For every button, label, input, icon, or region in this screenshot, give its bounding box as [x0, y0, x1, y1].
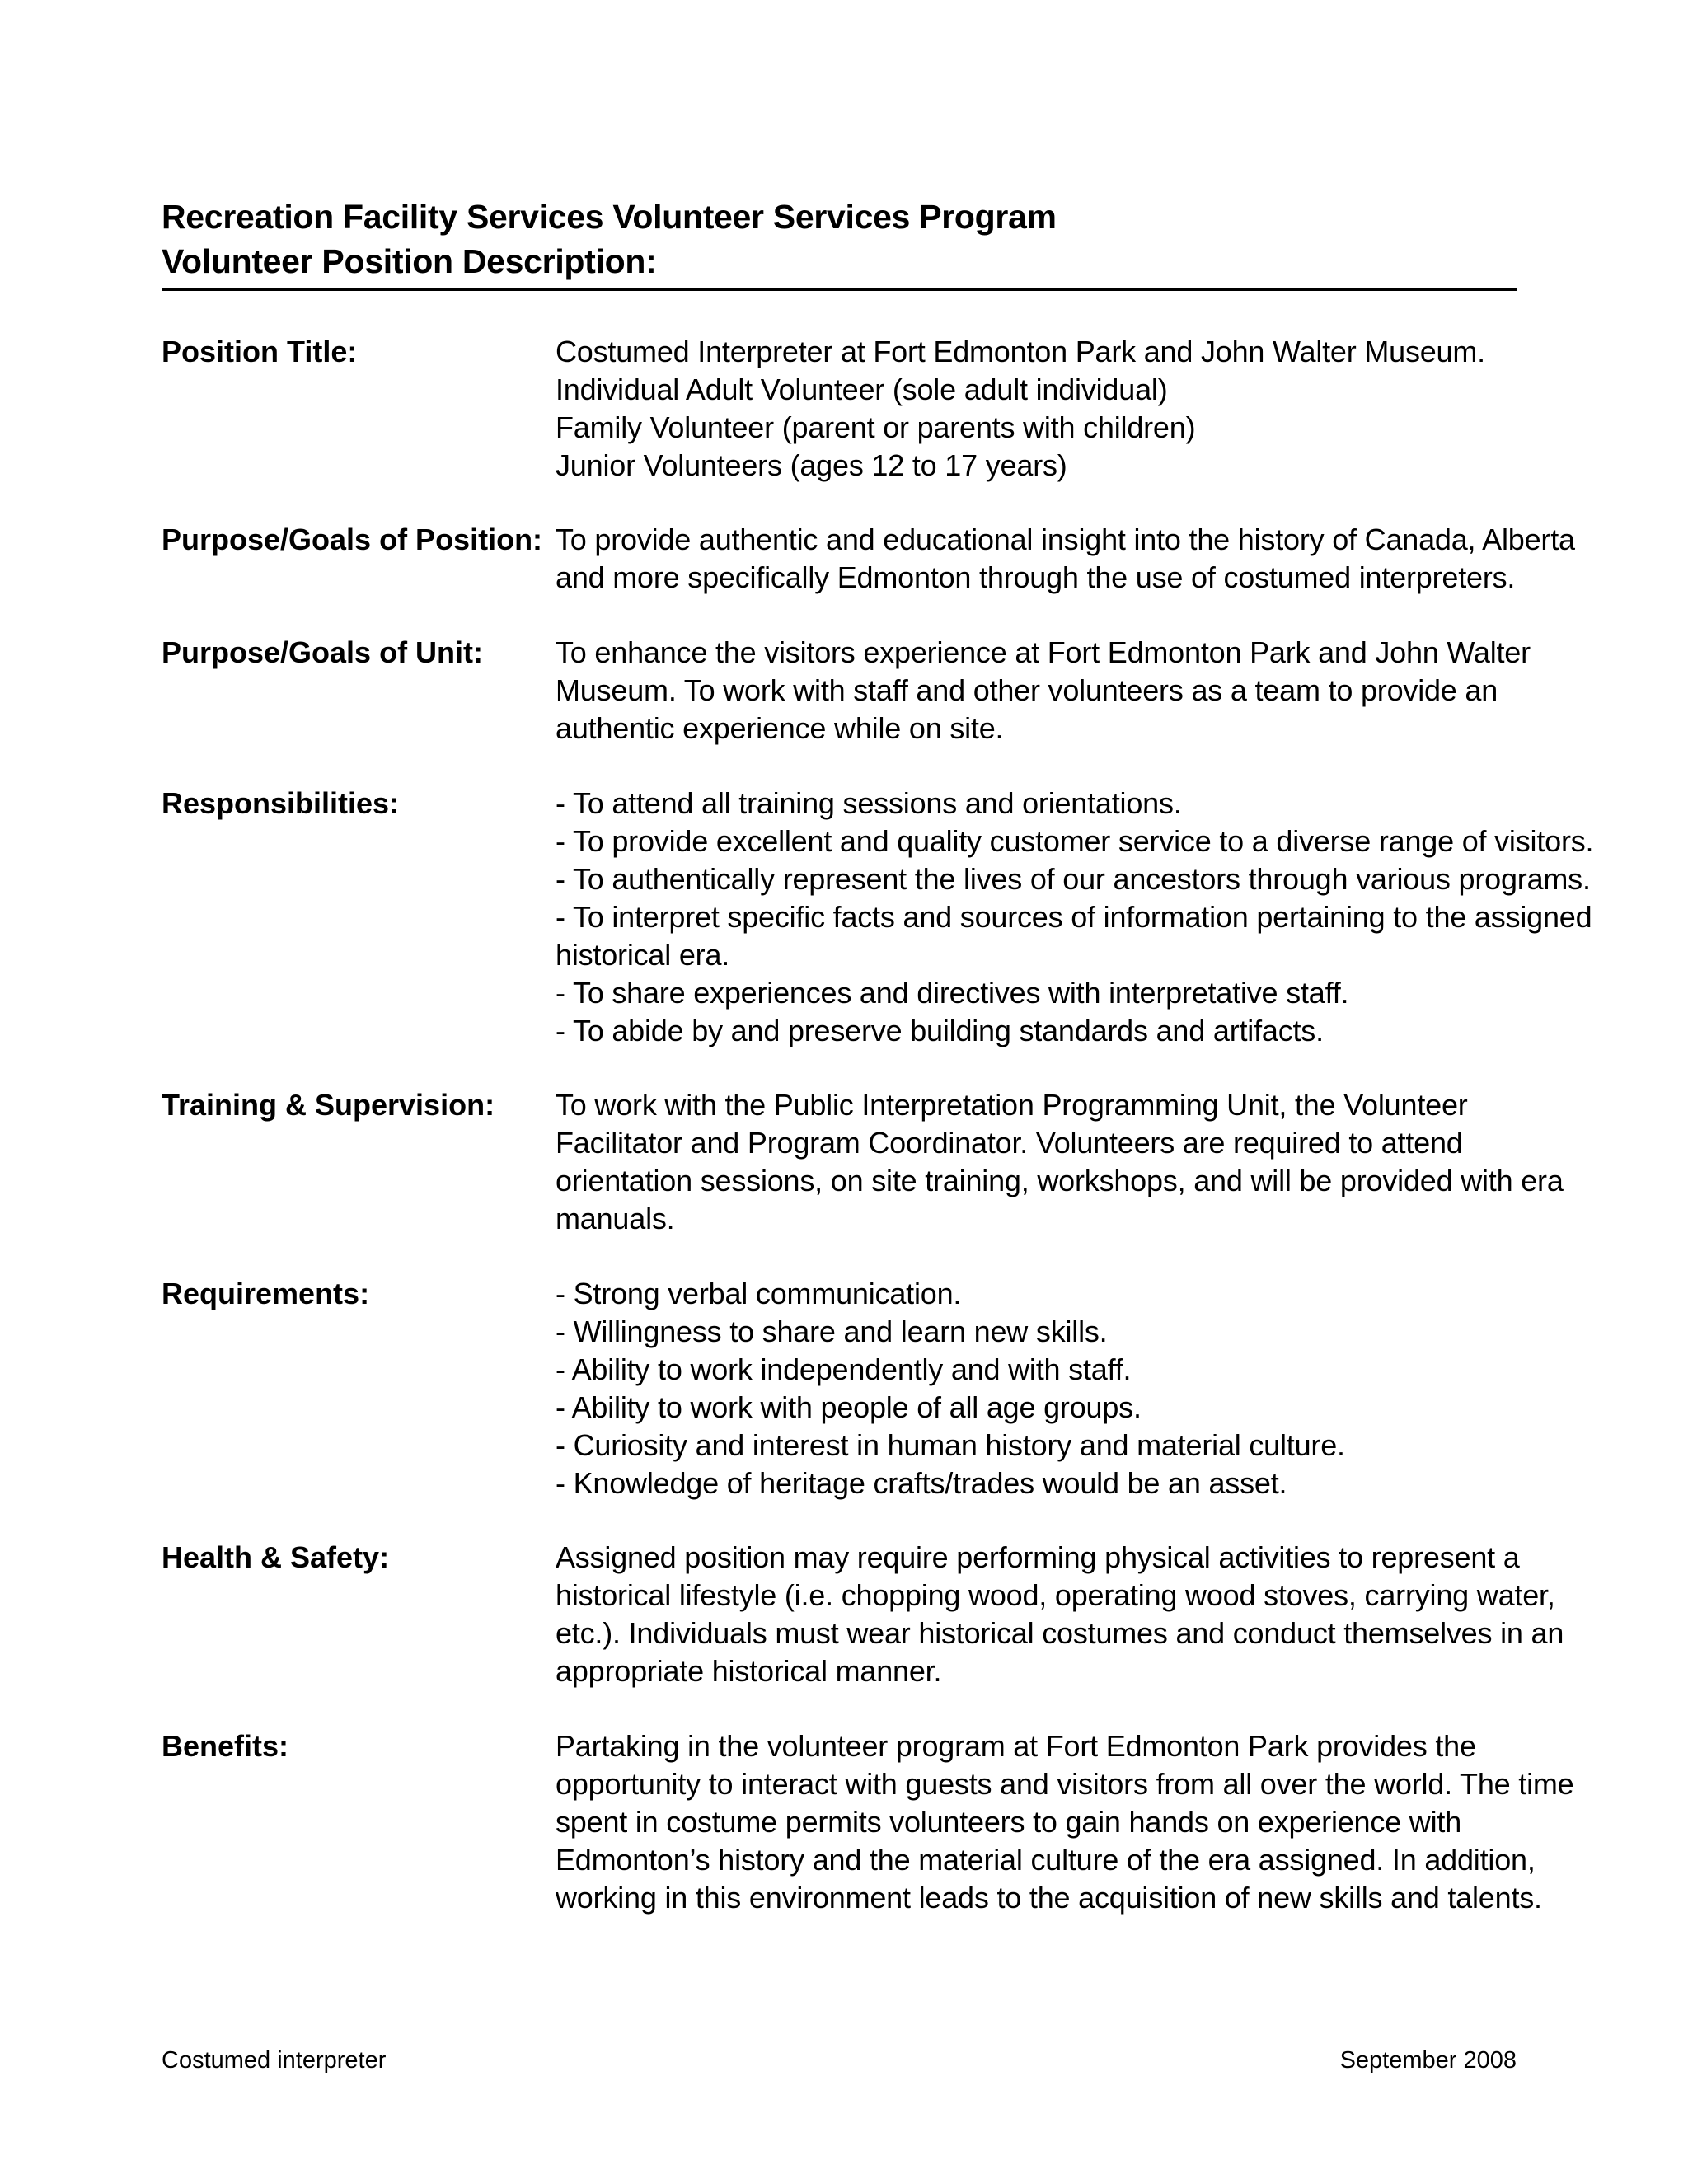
section-body — [556, 1539, 1564, 1690]
body-line: Partaking in the volunteer program at Fort Edmonton Park provides the — [556, 1729, 1476, 1763]
body-line: Facilitator and Program Coordinator. Volunteers are required to attend — [556, 1126, 1463, 1160]
body-line: To enhance the visitors experience at Fort Edmonton Park and John Walter — [556, 635, 1531, 669]
section-body — [556, 1086, 1564, 1238]
body-line: working in this environment leads to the acquisition of new skills and talents. — [556, 1881, 1542, 1915]
section-label: Training & Supervision: — [162, 1088, 495, 1122]
body-line: To provide authentic and educational insight into the history of Canada, Alberta — [556, 523, 1575, 556]
body-line: - To authentically represent the lives of our ancestors through various programs. — [556, 862, 1591, 896]
section-label: Responsibilities: — [162, 786, 400, 820]
body-line: authentic experience while on site. — [556, 711, 1004, 745]
body-line: manuals. — [556, 1202, 675, 1235]
section-label: Benefits: — [162, 1729, 289, 1763]
heading-divider — [162, 288, 1517, 291]
document-heading — [162, 194, 1517, 284]
body-line: - To attend all training sessions and orientations. — [556, 786, 1182, 820]
footer-date: September 2008 — [1339, 2047, 1517, 2074]
body-line: To work with the Public Interpretation Programming Unit, the Volunteer — [556, 1088, 1468, 1122]
body-line: Junior Volunteers (ages 12 to 17 years) — [556, 448, 1067, 482]
body-line: Costumed Interpreter at Fort Edmonton Park and John Walter Museum. — [556, 335, 1485, 368]
body-line: - Knowledge of heritage crafts/trades would be an asset. — [556, 1466, 1287, 1500]
section-label: Purpose/Goals of Unit: — [162, 635, 484, 669]
body-line: etc.). Individuals must wear historical costumes and conduct themselves in an — [556, 1616, 1564, 1650]
body-line: Family Volunteer (parent or parents with children) — [556, 410, 1196, 444]
section-body — [556, 333, 1524, 485]
body-line: - To provide excellent and quality customer service to a diverse range of visitors. — [556, 824, 1594, 858]
section-label: Health & Safety: — [162, 1540, 390, 1574]
body-line: Edmonton’s history and the material culture of the era assigned. In addition, — [556, 1843, 1536, 1877]
section-label: Requirements: — [162, 1277, 370, 1310]
body-line: Assigned position may require performing physical activities to represent a — [556, 1540, 1520, 1574]
body-line: and more specifically Edmonton through the use of costumed interpreters. — [556, 560, 1516, 594]
body-line: Individual Adult Volunteer (sole adult individual) — [556, 373, 1168, 406]
body-line: historical era. — [556, 938, 730, 972]
body-line: - Curiosity and interest in human history and material culture. — [556, 1428, 1345, 1462]
body-line: - Strong verbal communication. — [556, 1277, 962, 1310]
body-line: Museum. To work with staff and other volunteers as a team to provide an — [556, 673, 1498, 707]
body-line: appropriate historical manner. — [556, 1654, 942, 1688]
heading-description-title: Volunteer Position Description: — [162, 242, 657, 280]
section-body — [556, 1727, 1574, 1917]
body-line: historical lifestyle (i.e. chopping wood, operating wood stoves, carrying water, — [556, 1578, 1555, 1612]
body-line: spent in costume permits volunteers to gain hands on experience with — [556, 1805, 1462, 1839]
body-line: - Willingness to share and learn new skills. — [556, 1315, 1108, 1348]
body-line: - To share experiences and directives with interpretative staff. — [556, 976, 1349, 1010]
body-line: opportunity to interact with guests and visitors from all over the world. The time — [556, 1767, 1574, 1801]
section-body — [556, 1275, 1524, 1502]
section-label: Purpose/Goals of Position: — [162, 523, 543, 556]
body-line: - To abide by and preserve building standards and artifacts. — [556, 1014, 1324, 1047]
body-line: - Ability to work independently and with staff. — [556, 1352, 1132, 1386]
section-body — [556, 634, 1531, 748]
footer-document-name: Costumed interpreter — [162, 2047, 387, 2074]
section-body — [556, 521, 1575, 597]
section-label: Position Title: — [162, 335, 358, 368]
body-line: orientation sessions, on site training, workshops, and will be provided with era — [556, 1164, 1564, 1197]
heading-program-title: Recreation Facility Services Volunteer Services Program — [162, 198, 1057, 236]
section-body — [556, 785, 1594, 1050]
body-line: - To interpret specific facts and sources of information pertaining to the assigned — [556, 900, 1592, 934]
body-line: - Ability to work with people of all age groups. — [556, 1390, 1142, 1424]
